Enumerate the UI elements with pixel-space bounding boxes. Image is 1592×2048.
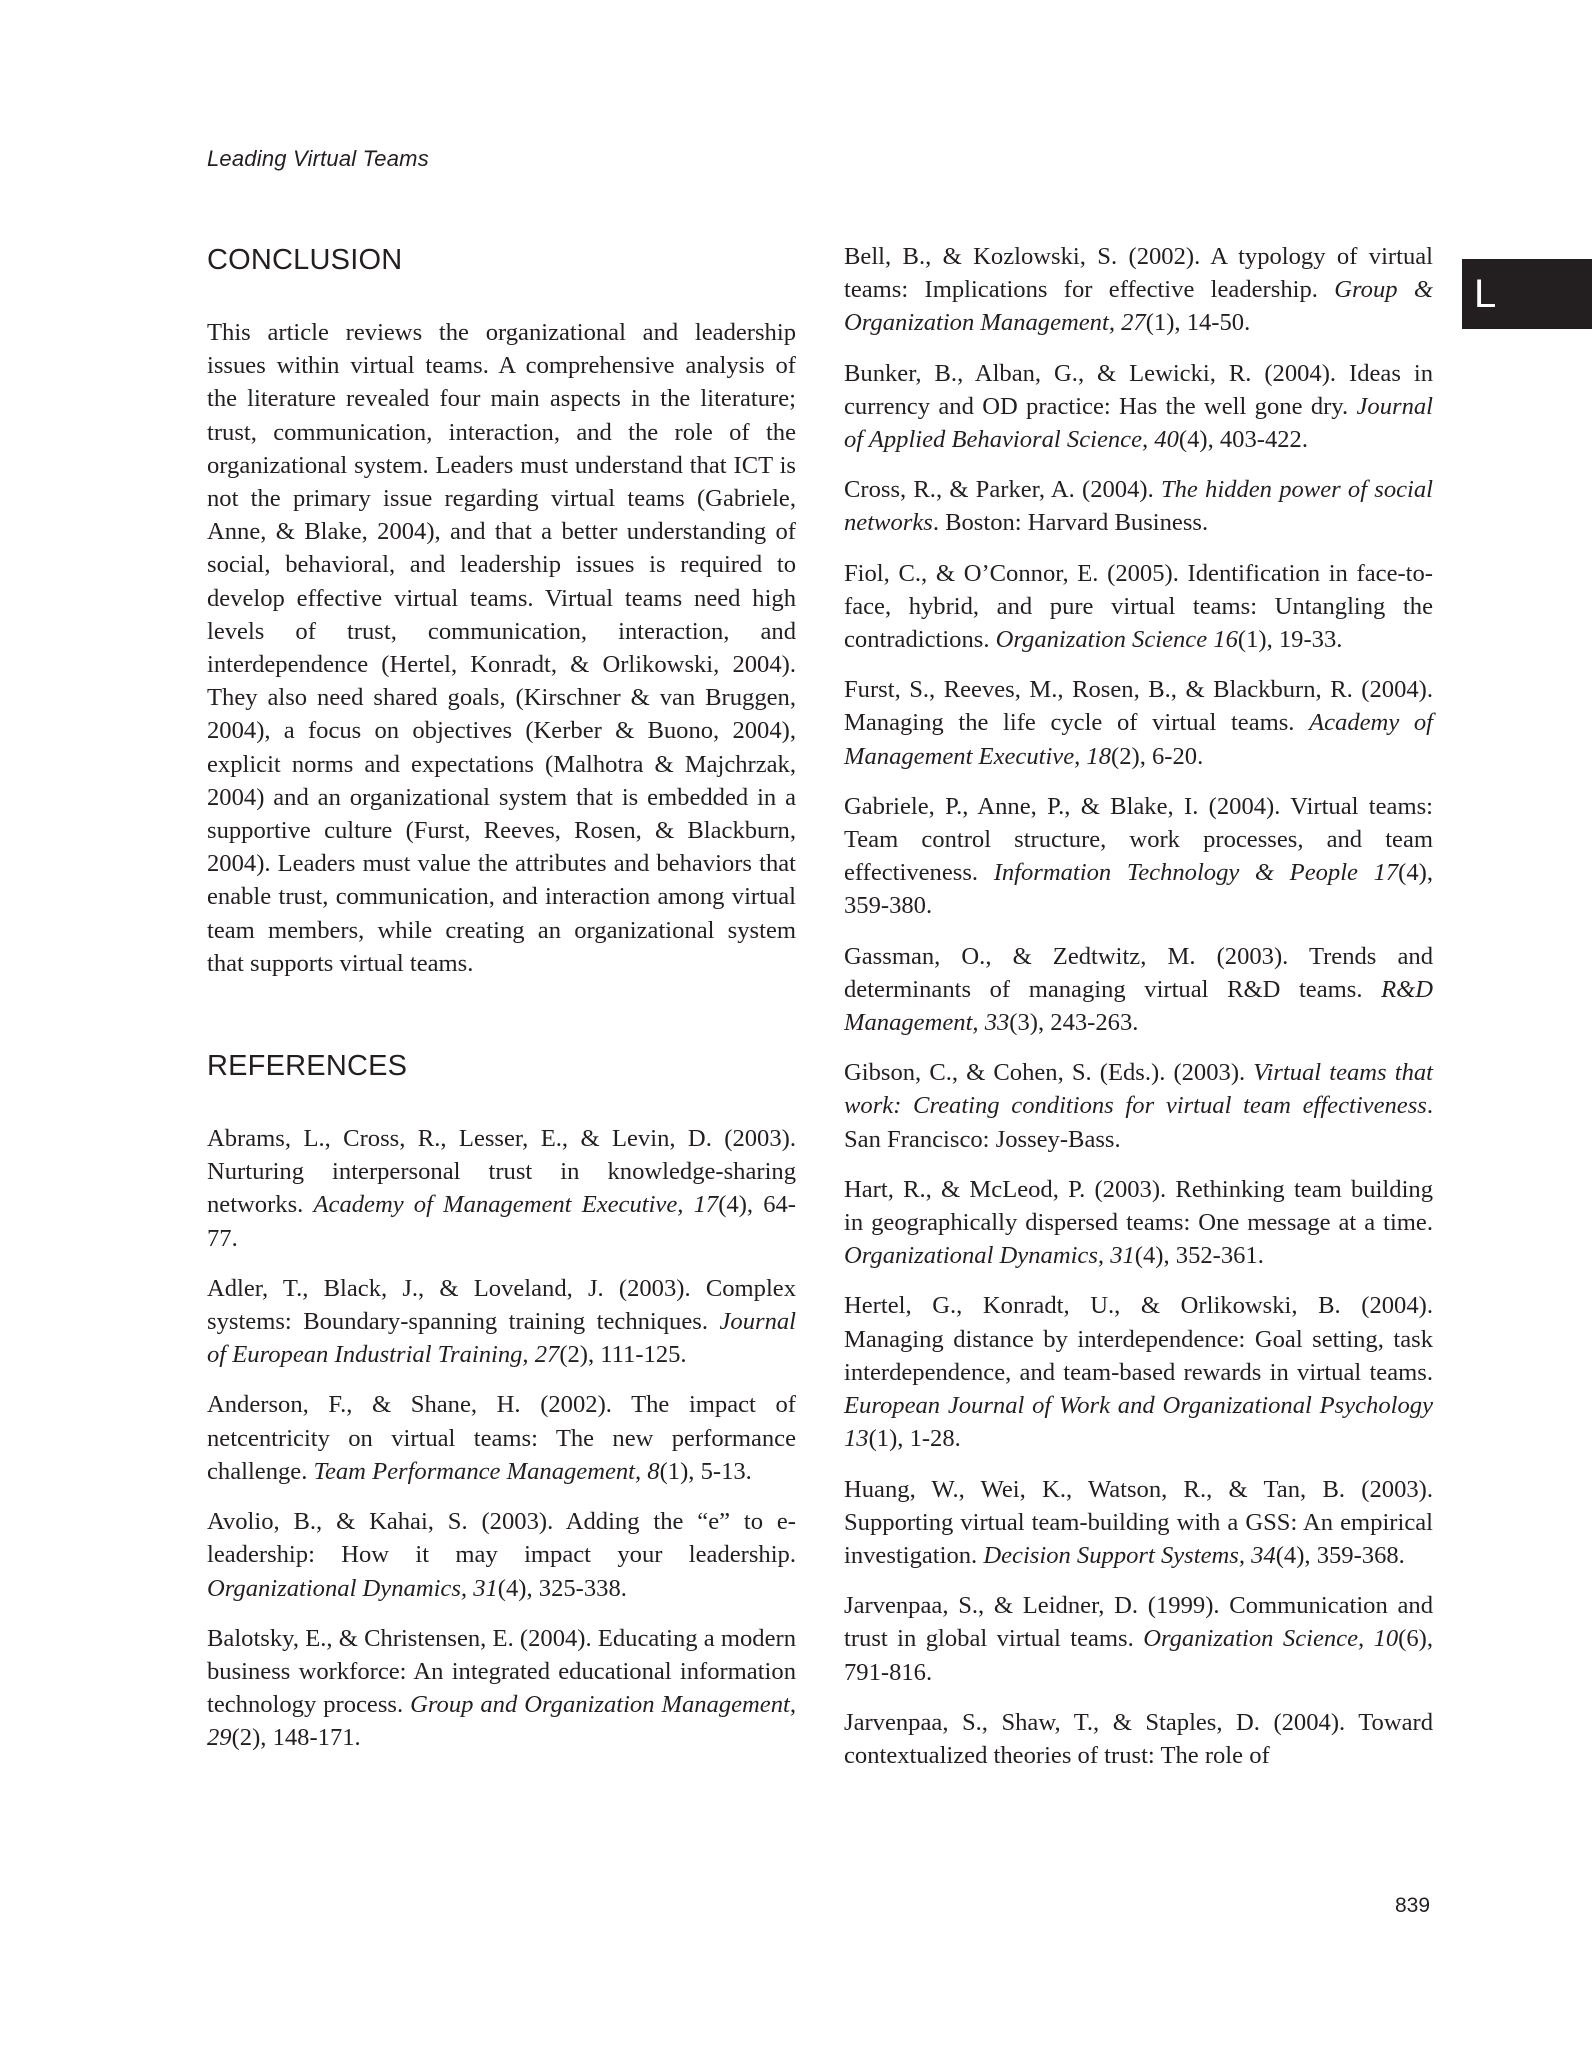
reference-citation: Jarvenpaa, S., & Leidner, D. (1999). Communication and trust in global virtual teams. [844,1592,1433,1653]
reference-entry [844,240,1433,340]
reference-venue: Journal of Applied Behavioral Science, 40 [844,392,1433,454]
reference-entry [844,1589,1433,1689]
right-column [844,240,1433,1789]
reference-entry [207,1122,796,1255]
reference-volume-pages: (6), 791-816. [844,1625,1433,1686]
reference-volume-pages: . San Francisco: Jossey-Bass. [844,1092,1433,1153]
reference-citation: Cross, R., & Parker, A. (2004). [844,476,1161,504]
reference-entry [844,940,1433,1040]
reference-citation: Anderson, F., & Shane, H. (2002). The impact of netcentricity on virtual teams: The new performance challenge. [207,1391,796,1485]
references-heading: REFERENCES [207,1050,408,1083]
reference-entry [844,1056,1433,1156]
left-column [207,240,796,1772]
reference-volume-pages: (4), 352-361. [1134,1242,1264,1270]
reference-volume-pages: (4), 64-77. [207,1191,796,1252]
reference-venue: Organizational Dynamics, 31 [844,1242,1135,1270]
reference-volume-pages: (4), 359-368. [1275,1541,1405,1569]
reference-volume-pages: (4), 325-338. [497,1574,627,1602]
reference-venue: Journal of European Industrial Training, 27 [207,1308,796,1369]
reference-entry [207,1388,796,1488]
reference-list-right [844,240,1433,1772]
reference-venue: Organization Science 16 [995,626,1238,654]
reference-venue: The hidden power of social networks [844,476,1433,537]
reference-venue: Decision Support Systems, 34 [983,1541,1276,1569]
reference-citation: Balotsky, E., & Christensen, E. (2004). Educating a modern business workforce: An integrated educational information technology process. [207,1624,796,1719]
reference-venue: R&D Management, 33 [844,975,1433,1037]
reference-volume-pages: . Boston: Harvard Business. [932,509,1209,537]
reference-citation: Hertel, G., Konradt, U., & Orlikowski, B. (2004). Managing distance by interdependence: Goal setting, task interdependence, and team-based rewards in virtual teams. [844,1292,1433,1386]
reference-citation: Furst, S., Reeves, M., Rosen, B., & Blackburn, R. (2004). Managing the life cycle of virtual teams. [844,676,1433,737]
reference-citation: Hart, R., & McLeod, P. (2003). Rethinking team building in geographically dispersed teams: One message at a time. [844,1175,1433,1237]
reference-citation: Avolio, B., & Kahai, S. (2003). Adding the “e” to e-leadership: How it may impact your leadership. [207,1508,796,1569]
reference-volume-pages: (4), 359-380. [844,859,1433,920]
reference-volume-pages: (2), 111-125. [559,1341,687,1369]
reference-citation: Jarvenpaa, S., Shaw, T., & Staples, D. (2004). Toward contextualized theories of trust: The role of [844,1708,1433,1769]
reference-venue: Virtual teams that work: Creating conditions for virtual team effectiveness [844,1059,1433,1120]
reference-entry [844,1706,1433,1772]
reference-venue: Team Performance Management, 8 [313,1457,660,1485]
reference-entry [844,557,1433,657]
reference-entry [207,1272,796,1372]
reference-list-left [207,1122,796,1754]
reference-venue: European Journal of Work and Organizational Psychology 13 [844,1392,1433,1453]
reference-entry [844,357,1433,457]
reference-venue: Academy of Management Executive, 18 [844,709,1434,770]
reference-entry [844,1289,1433,1455]
reference-volume-pages: (2), 6-20. [1111,742,1204,770]
reference-citation: Gibson, C., & Cohen, S. (Eds.). (2003). [844,1059,1254,1087]
reference-citation: Gabriele, P., Anne, P., & Blake, I. (2004). Virtual teams: Team control structure, work processes, and team effectiveness. [844,792,1433,887]
reference-volume-pages: (1), 19-33. [1237,626,1343,654]
section-thumb-tab: L [1462,259,1592,329]
reference-volume-pages: (1), 14-50. [1145,309,1251,337]
reference-volume-pages: (1), 1-28. [868,1425,961,1453]
conclusion-heading: CONCLUSION [207,244,403,276]
reference-venue: Academy of Management Executive, 17 [313,1191,719,1219]
reference-entry [844,1473,1433,1573]
reference-citation: Adler, T., Black, J., & Loveland, J. (2003). Complex systems: Boundary-spanning training techniques. [207,1274,796,1336]
running-head: Leading Virtual Teams [207,146,429,171]
reference-volume-pages: (1), 5-13. [659,1457,752,1485]
reference-venue: Information Technology & People 17 [993,859,1399,887]
reference-entry [844,673,1433,773]
reference-venue: Organizational Dynamics, 31 [207,1574,498,1602]
reference-volume-pages: (2), 148-171. [231,1724,361,1752]
reference-venue: Organization Science, 10 [1143,1625,1399,1653]
reference-entry [844,1173,1433,1273]
reference-citation: Fiol, C., & O’Connor, E. (2005). Identification in face-to-face, hybrid, and pure virtual teams: Untangling the contradictions. [844,559,1433,654]
reference-entry [207,1505,796,1605]
reference-citation: Gassman, O., & Zedtwitz, M. (2003). Trends and determinants of managing virtual R&D teams. [844,942,1433,1003]
reference-volume-pages: (3), 243-263. [1009,1009,1139,1037]
conclusion-paragraph: This article reviews the organizational and leadership issues within virtual teams. A comprehensive analysis of the literature revealed four main aspects in the literature; trust, communication, interaction, and the role of the organizational system. Leaders must understand that ICT is not the primary issue regarding virtual teams (Gabriele, Anne, & Blake, 2004), and that a better understanding of social, behavioral, and leadership issues is required to develop effective virtual teams. Virtual teams need high levels of trust, communication, interaction, and interdependence (Hertel, Konradt, & Orlikowski, 2004). They also need shared goals, (Kirschner & van Bruggen, 2004), a focus on objectives (Kerber & Buono, 2004), explicit norms and expectations (Malhotra & Majchrzak, 2004) and an organizational system that is embedded in a supportive culture (Furst, Reeves, Rosen, & Blackburn, 2004). Leaders must value the attributes and behaviors that enable trust, communication, and interaction among virtual team members, while creating an organizational system that supports virtual teams. [207,319,796,977]
reference-citation: Huang, W., Wei, K., Watson, R., & Tan, B. (2003). Supporting virtual team-building with a GSS: An empirical investigation. [844,1475,1433,1569]
reference-citation: Bell, B., & Kozlowski, S. (2002). A typology of virtual teams: Implications for effective leadership. [844,243,1433,304]
reference-volume-pages: (4), 403-422. [1178,426,1308,454]
reference-entry [844,473,1433,539]
reference-entry [844,790,1433,923]
reference-venue: Group and Organization Management, 29 [207,1691,796,1752]
reference-entry [207,1622,796,1755]
reference-citation: Bunker, B., Alban, G., & Lewicki, R. (2004). Ideas in currency and OD practice: Has the well gone dry. [844,359,1433,420]
page-number: 839 [1395,1894,1431,1917]
reference-venue: Group & Organization Management, 27 [844,276,1433,337]
reference-citation: Abrams, L., Cross, R., Lesser, E., & Levin, D. (2003). Nurturing interpersonal trust in knowledge-sharing networks. [207,1125,796,1219]
